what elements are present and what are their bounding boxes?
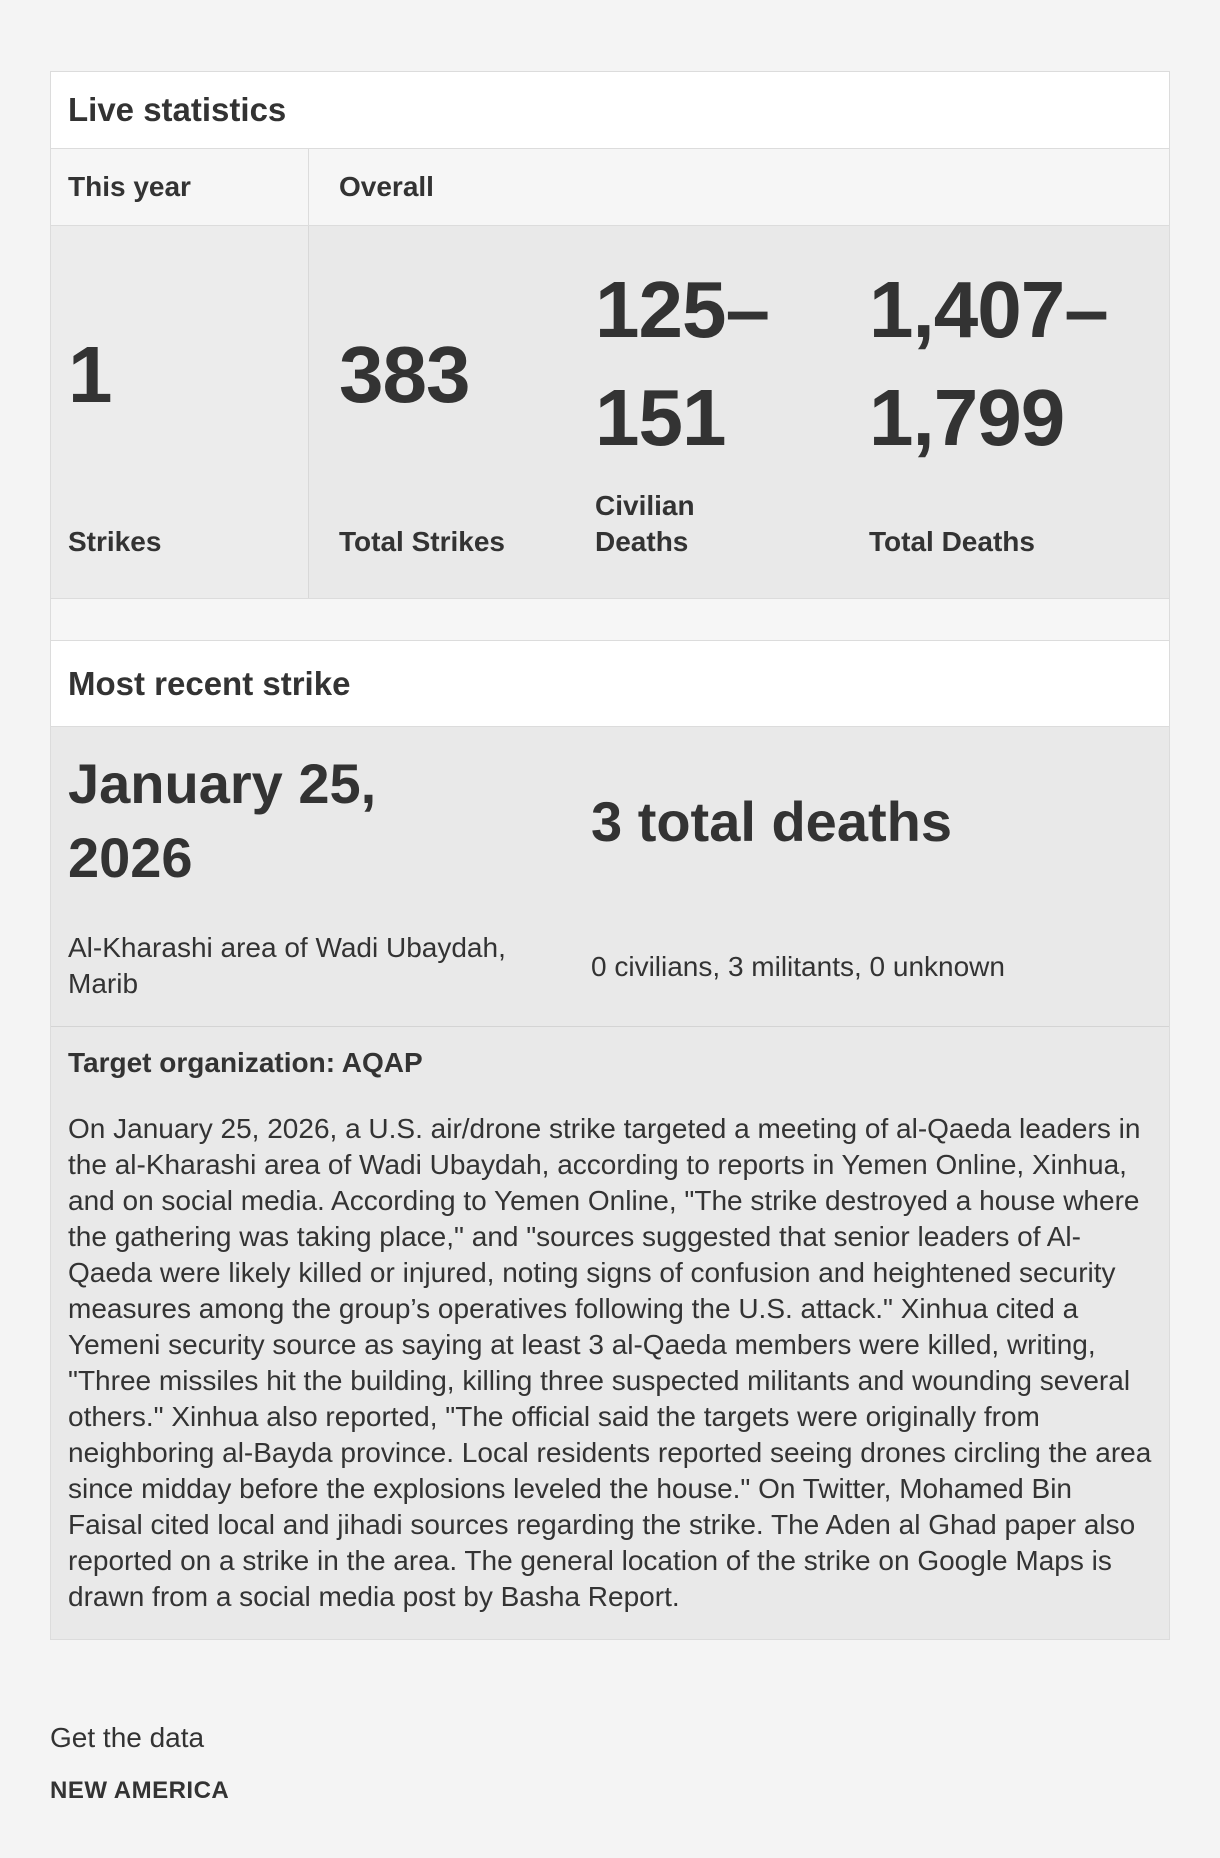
stat-total-deaths-value-line2: 1,799 [869,373,1065,462]
new-america-logo[interactable]: NEW AMERICA [50,1777,230,1804]
tab-this-year[interactable]: This year [51,149,309,225]
stat-total-strikes-label: Total Strikes [339,526,505,557]
stat-year-strikes-value: 1 [68,330,112,419]
recent-strike-location-line2: Marib [68,968,139,999]
stat-civilian-deaths-value-line2: 151 [595,373,726,462]
recent-strike-date-line2: 2026 [68,826,193,889]
stat-civilian-deaths-label [595,488,695,560]
recent-strike-location [68,930,506,1002]
stat-total-strikes [309,226,577,598]
recent-strike-summary [51,726,1169,1026]
stat-civilian-deaths-value [595,256,769,472]
stat-total-strikes-value: 383 [339,330,470,419]
recent-strike-when-where [51,727,591,1026]
stats-widget [50,71,1170,1640]
recent-strike-details [51,1026,1169,1639]
stat-year-strikes-label: Strikes [68,526,162,557]
stats-row [51,226,1169,598]
tab-overall[interactable]: Overall [309,149,1169,225]
most-recent-strike-title: Most recent strike [51,640,1169,726]
target-organization: Target organization: AQAP [68,1047,423,1078]
stat-total-deaths [851,226,1169,598]
stat-total-deaths-value-line1: 1,407– [869,265,1108,354]
recent-strike-date-line1: January 25, [68,752,377,815]
recent-strike-location-line1: Al-Kharashi area of Wadi Ubaydah, [68,932,506,963]
recent-strike-breakdown: 0 civilians, 3 militants, 0 unknown [591,951,1005,982]
recent-strike-casualties [591,727,1169,1026]
live-statistics-panel [50,71,1170,1640]
stat-year-strikes [51,226,309,598]
stat-civilian-deaths [577,226,851,598]
recent-strike-date [68,747,376,895]
stat-civilian-deaths-label-line2: Deaths [595,526,689,557]
get-the-data-link[interactable]: Get the data [50,1722,205,1753]
stat-civilian-deaths-value-line1: 125– [595,265,769,354]
recent-strike-total-deaths: 3 total deaths [591,790,952,853]
stats-tabs [51,148,1169,226]
live-statistics-title: Live statistics [51,72,1169,148]
strike-description: On January 25, 2026, a U.S. air/drone strike targeted a meeting of al-Qaeda leaders in the al-Kharashi area of Wadi Ubaydah, according to reports in Yemen Online, Xinhua, and on social media. According to Yemen Online, "The strike destroyed a house where the gathering was taking place," and "sources suggested that senior leaders of Al-Qaeda were likely killed or injured, noting signs of confusion and heightened security measures among the group’s operatives following the U.S. attack." Xinhua cited a Yemeni security source as saying at least 3 al-Qaeda members were killed, writing, "Three missiles hit the building, killing three suspected militants and wounding several others." Xinhua also reported, "The official said the targets were originally from neighboring al-Bayda province. Local residents reported seeing drones circling the area since midday before the explosions leveled the house." On Twitter, Mohamed Bin Faisal cited local and jihadi sources regarding the strike. The Aden al Ghad paper also reported on a strike in the area. The general location of the strike on Google Maps is drawn from a social media post by Basha Report. [68,1113,1152,1612]
stat-total-deaths-value [869,256,1108,472]
stat-civilian-deaths-label-line1: Civilian [595,490,695,521]
section-divider [51,598,1169,640]
stat-total-deaths-label: Total Deaths [869,526,1035,557]
